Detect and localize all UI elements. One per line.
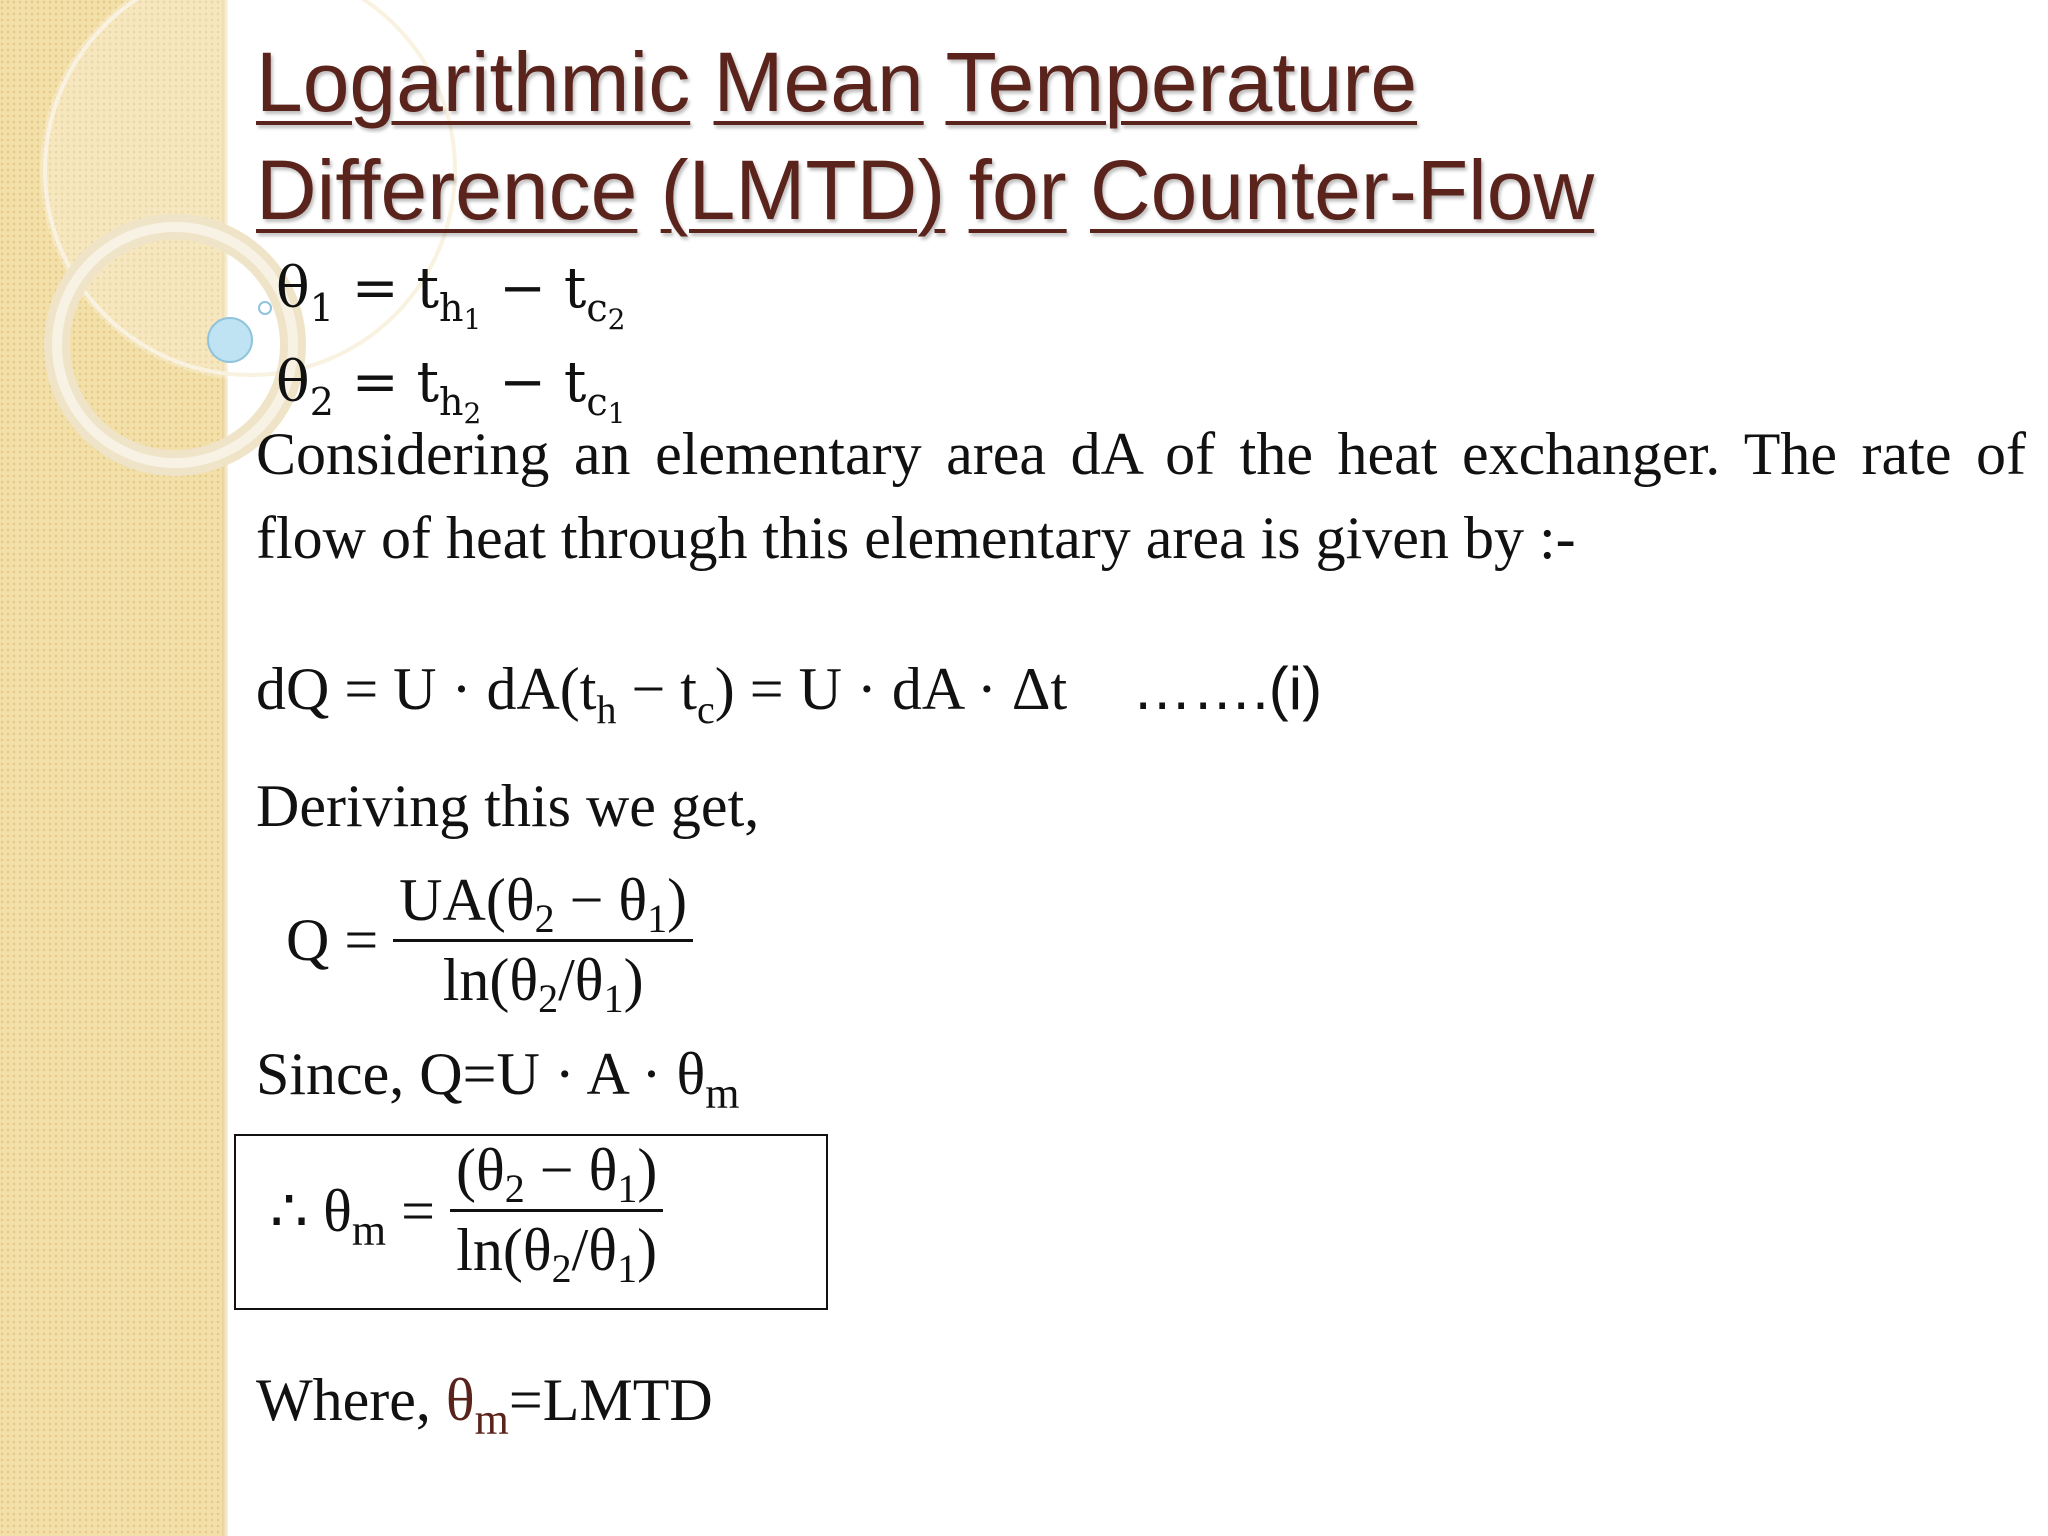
title-word: Counter-Flow [1090, 143, 1595, 237]
equation-dq: dQ = $U \cdot dA(t_h - t_c) = U$ · dA · Δt …….(i) [256, 655, 1323, 732]
lmtd-numerator: $(\theta_2 - \theta_1)$ [450, 1136, 663, 1212]
since-line: Since, $Q=U \cdot A \cdot \theta_m$ [256, 1041, 740, 1118]
title-word: for [968, 143, 1067, 237]
lmtd-denominator: $\ln(\theta_2/\theta_1)$ [456, 1217, 658, 1291]
body-paragraph: Considering an elementary area dA of the heat exchanger. The rate of flow of heat through this elementary area is given by :- [256, 421, 2026, 571]
decorative-bubble-small [259, 302, 271, 314]
equation-theta1: $\theta_1 = t_{h_1} - t_{c_2}$ [276, 256, 626, 336]
where-line: Where, $\theta_m=LMTD$ [256, 1367, 713, 1444]
lmtd-fraction [450, 1136, 663, 1291]
equation-q: Q = $\frac{UA(\theta_2 - \theta_1)}{\ln(\theta_2/\theta_1)}$ [286, 866, 693, 1015]
deriving-text: Deriving this we get, [256, 773, 760, 839]
title-word: Logarithmic [256, 35, 691, 129]
q-denominator: $\ln(\theta_2/\theta_1)$ [442, 947, 644, 1021]
title-word: (LMTD) [660, 143, 946, 237]
slide-title [256, 28, 2016, 244]
title-word: Temperature [945, 35, 1418, 129]
q-numerator: $UA(\theta_2 - \theta_1)$ [393, 866, 693, 942]
equation-label: …….(i) [1132, 655, 1323, 722]
equation-lmtd-result: ∴ $\theta_m$ = $\frac{(\theta_2 - \theta_1)}{\ln(\theta_2/\theta_1)}$ [270, 1136, 663, 1285]
equation-theta2: $\theta_2 = t_{h_2} - t_{c_1}$ [276, 350, 626, 430]
q-fraction [393, 866, 693, 1021]
title-word: Difference [256, 143, 638, 237]
decorative-bubble-large [208, 318, 252, 362]
lmtd-symbol: $\theta_m$ [445, 1367, 509, 1444]
title-word: Mean [713, 35, 924, 129]
